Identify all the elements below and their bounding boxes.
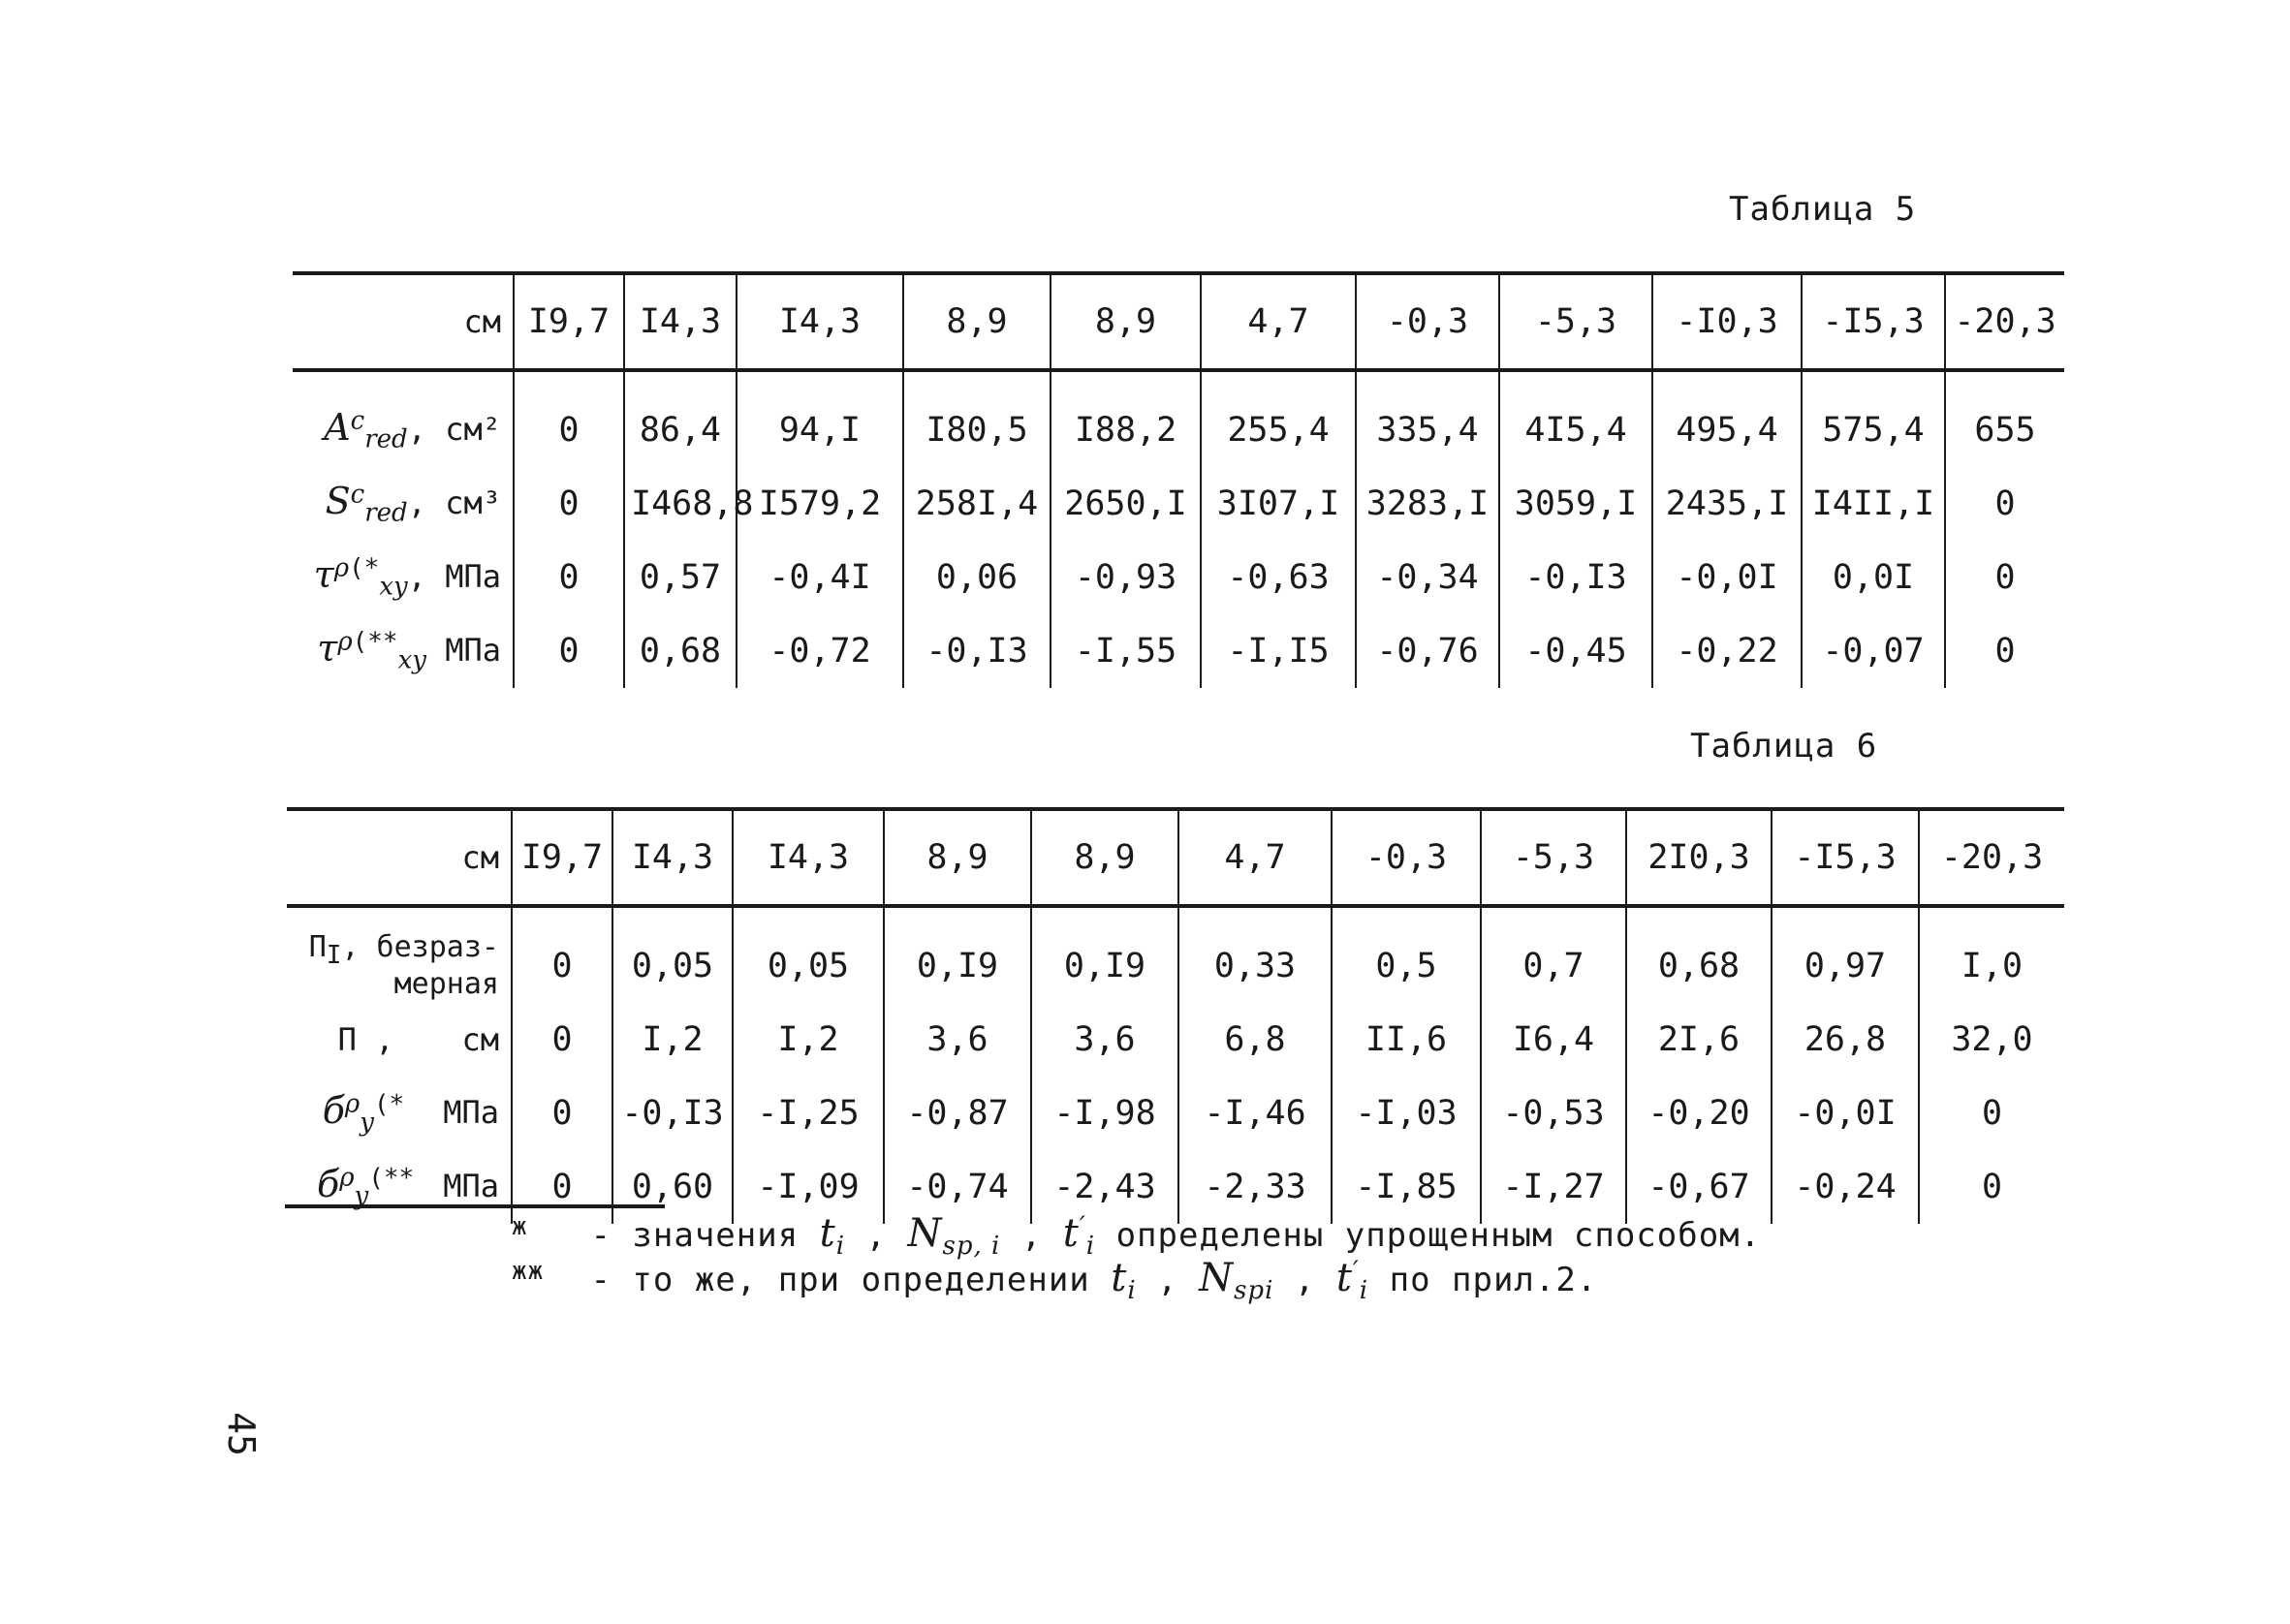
table5-cell: 2650,I [1051,467,1201,541]
table6-cell: II,6 [1332,1003,1481,1077]
footnote-1: ж - значения $t_i$ , $N_{sp, i}$ , $t'_i$ определены упрощенным способом. [512,1211,1762,1261]
table5-row-label [293,614,514,688]
table6-cell: 0 [512,1077,612,1150]
unit-label: см [461,1021,499,1058]
table6-cell: 3,6 [1031,1003,1178,1077]
symbol-sub: i [835,1231,846,1261]
footnote-mark: (** [352,627,398,657]
table6-header-cell: I9,7 [512,809,612,906]
table6-cell: 3,6 [884,1003,1031,1077]
table5-cell: -0,45 [1499,614,1652,688]
table6-header-cell: I4,3 [612,809,733,906]
unit-label: , см³ [407,484,501,522]
table5-cell: -0,22 [1652,614,1802,688]
table5-cell: -0,76 [1356,614,1499,688]
table6-cell: 0 [1919,1150,2064,1224]
symbol-sub: red [364,498,408,528]
table5-cell: -0,93 [1051,541,1201,614]
unit-label: , см² [407,411,501,449]
table5-header-cell: 8,9 [1051,273,1201,370]
symbol-sup: c [350,406,365,436]
table6-cell: 0,97 [1772,906,1919,1003]
table5-cell: I88,2 [1051,370,1201,467]
symbol-sup: ρ [339,1163,355,1193]
table5-cell: 2435,I [1652,467,1802,541]
symbol-sub: i [1359,1275,1369,1305]
symbol-tau: τ [317,627,338,671]
symbol-sup: ρ [337,627,353,657]
table6-header-cell: 8,9 [1031,809,1178,906]
table6-cell: -I,25 [733,1077,884,1150]
table6-caption: Таблица 6 [1690,727,1878,765]
table5-cell: 655 [1945,370,2064,467]
table-6 [287,807,2064,1224]
table5-cell: -0,63 [1201,541,1356,614]
footnote-text: - значения [590,1216,800,1255]
table5-cell: 0,0I [1802,541,1945,614]
table6-cell: -I,85 [1332,1150,1481,1224]
table5-cell: -0,4I [737,541,903,614]
table6-cell: -0,24 [1772,1150,1919,1224]
footnote-rule [285,1204,665,1208]
table5-cell: 3I07,I [1201,467,1356,541]
table6-cell: 0 [512,1003,612,1077]
table5-cell: -I,55 [1051,614,1201,688]
symbol-a: A [324,406,351,450]
unit-label: МПа [425,632,501,670]
symbol-sup: ′ [1352,1256,1360,1286]
table6-cell: -I,98 [1031,1077,1178,1150]
table6-cell: 0,I9 [1031,906,1178,1003]
symbol-sub: xy [397,645,426,675]
table5-cell: I468,8 [624,467,737,541]
table6-cell: I,2 [733,1003,884,1077]
table6-cell: -0,67 [1626,1150,1772,1224]
unit-label: МПа [443,1094,499,1132]
table5-cell: 94,I [737,370,903,467]
table5-header-cell: I4,3 [624,273,737,370]
table6-cell: -0,53 [1481,1077,1626,1150]
table5-caption: Таблица 5 [1729,190,1917,229]
table6-cell: 0,05 [612,906,733,1003]
table5-cell: 258I,4 [903,467,1051,541]
symbol-sup: ρ [333,553,349,583]
table6-cell: -2,43 [1031,1150,1178,1224]
footnote-mark: ж [512,1211,528,1241]
table5-row-label [293,467,514,541]
table6-cell: 0,60 [612,1150,733,1224]
table6-header-cell: -5,3 [1481,809,1626,906]
table6-cell: 2I,6 [1626,1003,1772,1077]
table5-header-cell: 8,9 [903,273,1051,370]
symbol-t: t [819,1211,836,1256]
symbol-t: t [1111,1256,1128,1300]
table5-cell: -0,34 [1356,541,1499,614]
page-number: 45 [219,1412,263,1456]
symbol-sub: red [364,424,408,454]
symbol-sub: i [1127,1275,1137,1305]
footnote-mark: (** [368,1163,415,1193]
table6-header-cell: I4,3 [733,809,884,906]
table5-cell: 0 [514,541,624,614]
symbol-sup: ′ [1079,1211,1086,1241]
table5-row-s-red [293,467,2064,541]
table6-cell: 0,05 [733,906,884,1003]
table5-cell: 0 [1945,614,2064,688]
table6-header-row [287,809,2064,906]
table6-cell: 32,0 [1919,1003,2064,1077]
table6-cell: -0,I3 [612,1077,733,1150]
table6-cell: 0,I9 [884,906,1031,1003]
table6-row-pi1 [287,906,2064,1003]
table6-header-cell: 4,7 [1178,809,1332,906]
table6-cell: 0 [1919,1077,2064,1150]
table-5 [293,271,2064,688]
table6-cell: -0,87 [884,1077,1031,1150]
table5-cell: 3283,I [1356,467,1499,541]
table6-cell: -I,03 [1332,1077,1481,1150]
symbol-t-prime: t [1062,1211,1080,1256]
table5-row-tau-simplified [293,541,2064,614]
table6-header-cell: 2I0,3 [1626,809,1772,906]
table5-cell: 255,4 [1201,370,1356,467]
table5-cell: -0,I3 [903,614,1051,688]
unit-label: МПа [443,1168,499,1205]
table5-cell: 0 [1945,467,2064,541]
table5-cell: I4II,I [1802,467,1945,541]
table5-header-cell: -5,3 [1499,273,1652,370]
table6-cell: 0,33 [1178,906,1332,1003]
footnote-mark: (* [349,553,380,583]
table5-cell: I579,2 [737,467,903,541]
table6-row-pi [287,1003,2064,1077]
table5-header-cell: -I5,3 [1802,273,1945,370]
symbol-t-prime: t [1335,1256,1353,1300]
table5-cell: 0 [514,370,624,467]
table5-header-cell: -I0,3 [1652,273,1802,370]
table6-cell: 0 [512,1150,612,1224]
table5-cell: 0,57 [624,541,737,614]
symbol-sub: i [1085,1231,1096,1261]
table5-row-a-red [293,370,2064,467]
table5-cell: -0,72 [737,614,903,688]
table5-row-label [293,541,514,614]
table5-row-label [293,370,514,467]
table6-cell: 0 [512,906,612,1003]
table6-cell: -0,0I [1772,1077,1919,1150]
table6-header-cell: -20,3 [1919,809,2064,906]
table5-cell: 0 [1945,541,2064,614]
table6-header-unit: см [287,809,512,906]
table5-cell: 4I5,4 [1499,370,1652,467]
footnote-text: определены упрощенным способом. [1115,1216,1762,1255]
unit-label: , МПа [407,558,501,596]
table6-cell: I6,4 [1481,1003,1626,1077]
symbol-sub: y [360,1108,374,1138]
table5-cell: 0 [514,467,624,541]
table6-cell: -0,74 [884,1150,1031,1224]
table6-cell: -I,09 [733,1150,884,1224]
symbol-sigma: б [317,1163,340,1206]
table5-cell: 86,4 [624,370,737,467]
footnote-mark: (* [373,1089,405,1119]
pi1-label-line2: мерная [393,967,499,1001]
table6-cell: -I,46 [1178,1077,1332,1150]
table5-header-cell: I9,7 [514,273,624,370]
table6-header-cell: 8,9 [884,809,1031,906]
table5-cell: 0,68 [624,614,737,688]
footnote-text: - то же, при определении [590,1261,1090,1299]
table6-cell: -0,20 [1626,1077,1772,1150]
table5-cell: -I,I5 [1201,614,1356,688]
symbol-sub: sp, i [942,1231,1001,1261]
table6-cell: 6,8 [1178,1003,1332,1077]
symbol-n: N [1199,1256,1235,1300]
table5-cell: 495,4 [1652,370,1802,467]
table5-row-tau-appendix [293,614,2064,688]
table6-row-label [287,1150,512,1224]
symbol-n: N [907,1211,943,1256]
table6-row-label [287,1077,512,1150]
table6-header-cell: -0,3 [1332,809,1481,906]
table5-cell: 3059,I [1499,467,1652,541]
symbol-tau: τ [313,553,334,597]
table5-header-cell: -20,3 [1945,273,2064,370]
table5-cell: -0,07 [1802,614,1945,688]
table6-row-label [287,906,512,1003]
table5-cell: I80,5 [903,370,1051,467]
table6-cell: 0,7 [1481,906,1626,1003]
pi-label: П , [337,1021,394,1058]
pi1-label-line1: $П_I$, безраз- [308,930,499,970]
symbol-sub: xy [379,572,408,602]
symbol-sub: spi [1234,1275,1274,1305]
table6-cell: I,2 [612,1003,733,1077]
footnote-2: жж - то же, при определении $t_i$ , $N_{spi}$ , $t'_i$ по прил.2. [512,1256,1598,1305]
table5-cell: 0 [514,614,624,688]
table6-cell: -2,33 [1178,1150,1332,1224]
symbol-sup: ρ [344,1089,361,1119]
table5-cell: 575,4 [1802,370,1945,467]
table6-cell: I,0 [1919,906,2064,1003]
table6-cell: -I,27 [1481,1150,1626,1224]
table6-cell: 0,68 [1626,906,1772,1003]
symbol-sup: c [350,480,365,510]
footnote-text: по прил.2. [1389,1261,1598,1299]
footnote-mark: жж [512,1256,545,1286]
table6-header-cell: -I5,3 [1772,809,1919,906]
table6-row-label [287,1003,512,1077]
table6-cell: 0,5 [1332,906,1481,1003]
table5-cell: -0,0I [1652,541,1802,614]
table5-header-cell: -0,3 [1356,273,1499,370]
table5-header-cell: 4,7 [1201,273,1356,370]
symbol-sigma: б [322,1089,345,1133]
table5-header-row [293,273,2064,370]
table5-cell: 335,4 [1356,370,1499,467]
symbol-s: S [325,480,351,523]
table5-header-unit: см [293,273,514,370]
symbol-sub: y [354,1181,369,1211]
table5-cell: -0,I3 [1499,541,1652,614]
table5-cell: 0,06 [903,541,1051,614]
table6-cell: 26,8 [1772,1003,1919,1077]
table6-row-sigma-simplified [287,1077,2064,1150]
pi1-sub: I [326,941,342,970]
table5-header-cell: I4,3 [737,273,903,370]
